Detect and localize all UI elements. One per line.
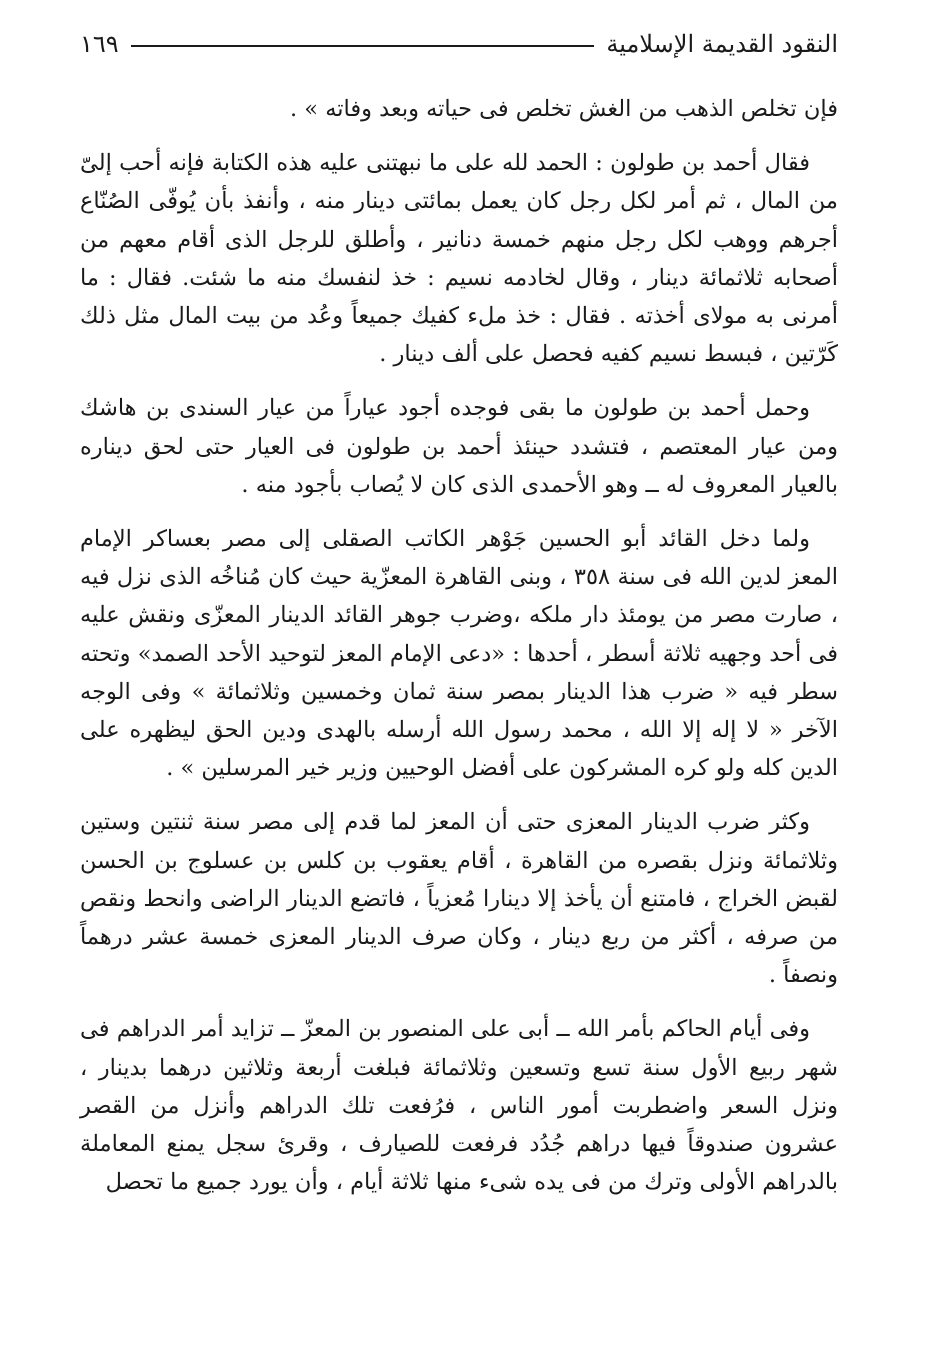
paragraph: فإن تخلص الذهب من الغش تخلص فى حياته وبعد وفاته » . xyxy=(289,96,838,122)
body-text xyxy=(80,90,838,1201)
paragraph: وكثر ضرب الدينار المعزى حتى أن المعز لما قدم إلى مصر سنة ثنتين وستين وثلاثمائة ونزل بقصره من القاهرة ، أقام يعقوب بن كلس بن عسلوج بن الحسن لقبض الخراج ، فامتنع أن يأخذ إلا دينارا مُعزياً ، فاتضع الدينار الراضى وانحط ونقص من صرفه ، أكثر من ربع دينار ، وكان صرف الدينار المعزى خمسة عشر درهماً ونصفاً . xyxy=(80,809,838,989)
book-page xyxy=(80,22,838,1342)
running-header xyxy=(80,22,838,66)
paragraph: وحمل أحمد بن طولون ما بقى فوجده أجود عياراً من عيار السندى بن هاشك ومن عيار المعتصم ، فتشدد حينئذ أحمد بن طولون فى العيار حتى لحق ديناره بالعيار المعروف له ــ وهو الأحمدى الذى كان لا يُصاب بأجود منه . xyxy=(80,395,838,498)
paragraph: فقال أحمد بن طولون : الحمد لله على ما نبهتنى عليه هذه الكتابة فإنه أحب إلىّ من المال ، ثم أمر لكل رجل كان يعمل بمائتى دينار منه ، وأنفذ بأن يُوفّى الصُنّاع أجرهم ووهب لكل رجل منهم خمسة دنانير ، وأطلق للرجل الذى أقام معهم من أصحابه ثلاثمائة دينار ، وقال لخادمه نسيم : خذ لنفسك منه ما شئت. فقال : ما أمرنى به مولاى أخذته . فقال : خذ ملء كفيك جميعاً وعُد من بيت المال مثل ذلك كَرّتين ، فبسط نسيم كفيه فحصل على ألف دينار . xyxy=(80,150,838,368)
running-title: النقود القديمة الإسلامية xyxy=(606,30,838,58)
paragraph: وفى أيام الحاكم بأمر الله ــ أبى على المنصور بن المعزّ ــ تزايد أمر الدراهم فى شهر ربيع الأول سنة تسع وتسعين وثلاثمائة فبلغت أربعة وثلاثين درهما بدينار ، ونزل السعر واضطربت أمور الناس ، فرُفعت تلك الدراهم وأنزل من القصر عشرون صندوقاً فيها دراهم جُدُد فرفعت للصيارف ، وقرئ سجل يمنع المعاملة بالدراهم الأولى وترك من فى يده شىء منها ثلاثة أيام ، وأن يورد جميع ما تحصل xyxy=(80,1016,838,1196)
paragraph: ولما دخل القائد أبو الحسين جَوْهر الكاتب الصقلى إلى مصر بعساكر الإمام المعز لدين الله فى سنة ٣٥٨ ، وبنى القاهرة المعزّية حيث كان مُناخُه الذى نزل فيه ، صارت مصر من يومئذ دار ملكه ،وضرب جوهر القائد الدينار المعزّى ونقش عليه فى أحد وجهيه ثلاثة أسطر ، أحدها : «دعى الإمام المعز لتوحيد الأحد الصمد» وتحته سطر فيه « ضرب هذا الدينار بمصر سنة ثمان وخمسين وثلاثمائة » وفى الوجه الآخر « لا إله إلا الله ، محمد رسول الله أرسله بالهدى ودين الحق ليظهره على الدين كله ولو كره المشركون على أفضل الوحيين وزير خير المرسلين » . xyxy=(80,526,838,782)
header-rule xyxy=(131,45,595,47)
page-number: ١٦٩ xyxy=(80,30,119,58)
